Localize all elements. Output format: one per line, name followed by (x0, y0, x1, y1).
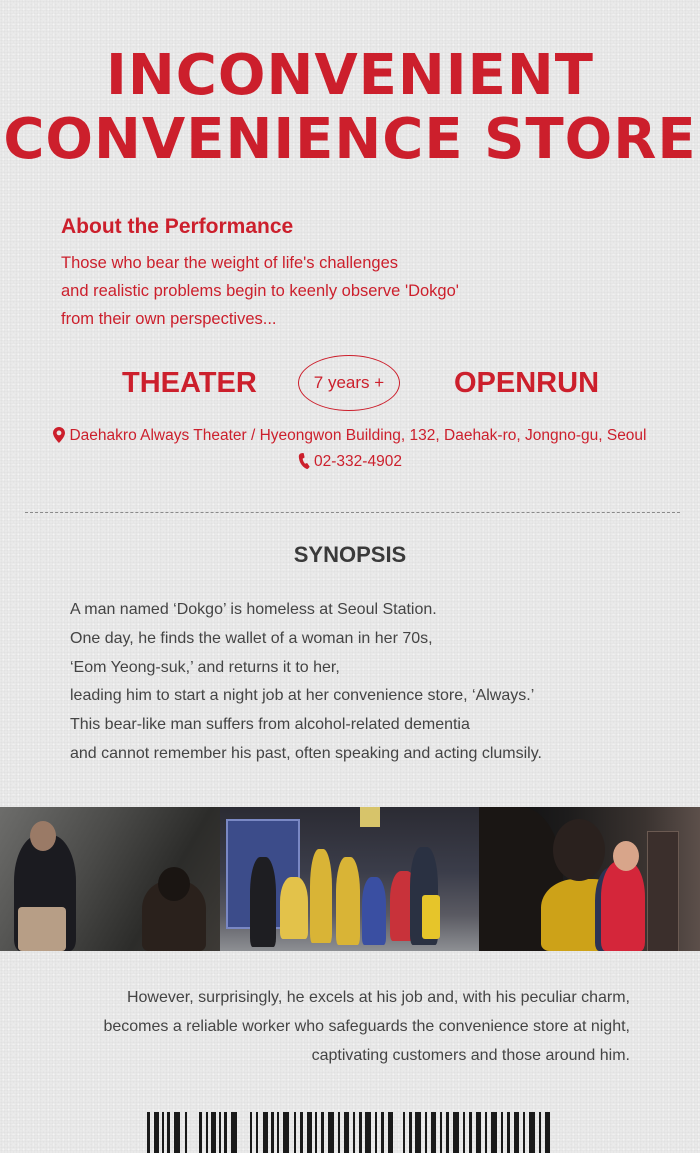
page-title (0, 44, 700, 172)
synopsis-line: This bear-like man suffers from alcohol-related dementia (70, 716, 470, 734)
synopsis-line: A man named ‘Dokgo’ is homeless at Seoul Station. (70, 601, 437, 618)
info-row (0, 355, 700, 415)
address-line (0, 425, 700, 450)
synopsis-line: One day, he finds the wallet of a woman in her 70s, (70, 629, 433, 647)
closing-body (30, 984, 630, 1070)
about-heading: About the Performance (61, 215, 294, 238)
synopsis-body (70, 596, 670, 769)
scene-photo-station (0, 807, 220, 951)
age-label: 7 years + (313, 373, 385, 392)
title-line-2: CONVENIENCE STORE (3, 107, 697, 172)
phone-icon (298, 453, 310, 476)
closing-line: becomes a reliable worker who safeguards the convenience store at night, (103, 1017, 630, 1035)
synopsis-heading: SYNOPSIS (293, 542, 407, 567)
barcode-graphic (147, 1112, 550, 1153)
title-line-1: INCONVENIENT (106, 43, 594, 108)
scene-photo-store (220, 807, 479, 951)
about-line: Those who bear the weight of life's challenges (61, 254, 399, 272)
synopsis-line: and cannot remember his past, often speaking and acting clumsily. (70, 744, 542, 762)
age-badge (298, 355, 400, 411)
about-line: and realistic problems begin to keenly observe 'Dokgo' (61, 282, 459, 300)
map-pin-icon (53, 427, 65, 450)
theater-label: THEATER (122, 367, 257, 399)
section-divider (25, 512, 680, 513)
scene-photo-closeup (479, 807, 700, 951)
phone-number[interactable]: 02-332-4902 (314, 453, 402, 470)
closing-line: However, surprisingly, he excels at his job and, with his peculiar charm, (126, 989, 630, 1006)
synopsis-line: ‘Eom Yeong-suk,’ and returns it to her, (70, 658, 340, 676)
closing-line: captivating customers and those around him. (311, 1046, 630, 1064)
about-section (61, 213, 661, 333)
address-text: Daehakro Always Theater / Hyeongwon Building, 132, Daehak-ro, Jongno-gu, Seoul (69, 427, 647, 444)
photo-strip (0, 807, 700, 951)
about-line: from their own perspectives... (61, 310, 277, 328)
phone-line (0, 451, 700, 476)
synopsis-line: leading him to start a night job at her convenience store, ‘Always.’ (70, 687, 535, 705)
openrun-label: OPENRUN (454, 367, 600, 399)
